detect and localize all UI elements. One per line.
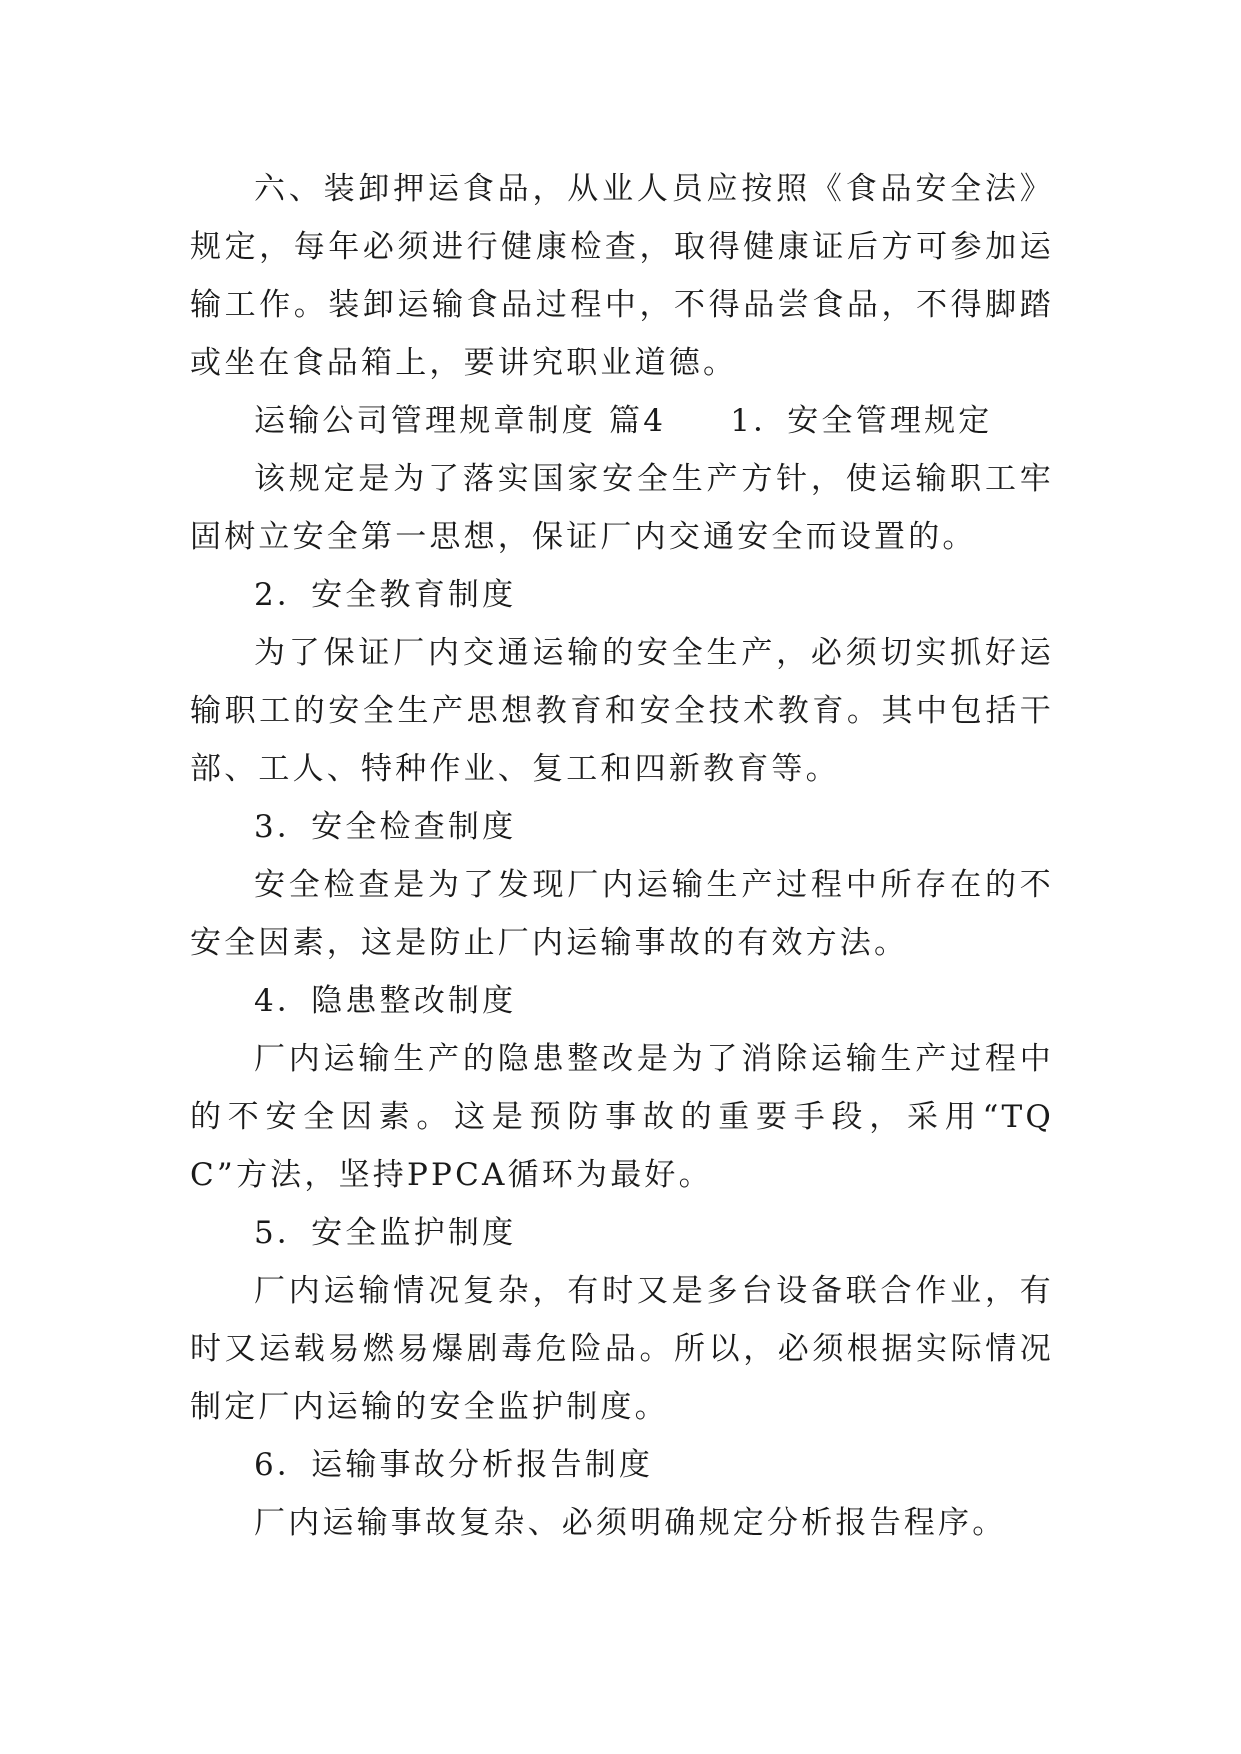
item-heading-3: 3．安全检查制度 xyxy=(254,809,517,845)
section-title: 运输公司管理规章制度 篇4 xyxy=(254,403,667,439)
document-body xyxy=(190,160,1054,1552)
item-heading-6: 6．运输事故分析报告制度 xyxy=(254,1447,654,1483)
item-body-5: 厂内运输情况复杂，有时又是多台设备联合作业，有时又运载易燃易爆剧毒危险品。所以，必须根据实际情况制定厂内运输的安全监护制度。 xyxy=(190,1273,1054,1425)
item-heading-5: 5．安全监护制度 xyxy=(254,1215,517,1251)
item-body-2: 为了保证厂内交通运输的安全生产，必须切实抓好运输职工的安全生产思想教育和安全技术教育。其中包括干部、工人、特种作业、复工和四新教育等。 xyxy=(190,635,1054,787)
item-body-3: 安全检查是为了发现厂内运输生产过程中所存在的不安全因素，这是防止厂内运输事故的有效方法。 xyxy=(190,867,1054,961)
item-heading-1: 1．安全管理规定 xyxy=(730,403,993,439)
item-body-6: 厂内运输事故复杂、必须明确规定分析报告程序。 xyxy=(254,1505,1007,1541)
paragraph-food-transport: 六、装卸押运食品，从业人员应按照《食品安全法》规定，每年必须进行健康检查，取得健康证后方可参加运输工作。装卸运输食品过程中，不得品尝食品，不得脚踏或坐在食品箱上，要讲究职业道德。 xyxy=(190,171,1054,381)
item-heading-4: 4．隐患整改制度 xyxy=(254,983,517,1019)
item-body-1: 该规定是为了落实国家安全生产方针，使运输职工牢固树立安全第一思想，保证厂内交通安全而设置的。 xyxy=(190,461,1054,555)
item-heading-2: 2．安全教育制度 xyxy=(254,577,517,613)
item-body-4: 厂内运输生产的隐患整改是为了消除运输生产过程中的不安全因素。这是预防事故的重要手段，采用“TQC”方法，坚持PPCA循环为最好。 xyxy=(190,1041,1054,1193)
section-heading xyxy=(190,392,1054,450)
